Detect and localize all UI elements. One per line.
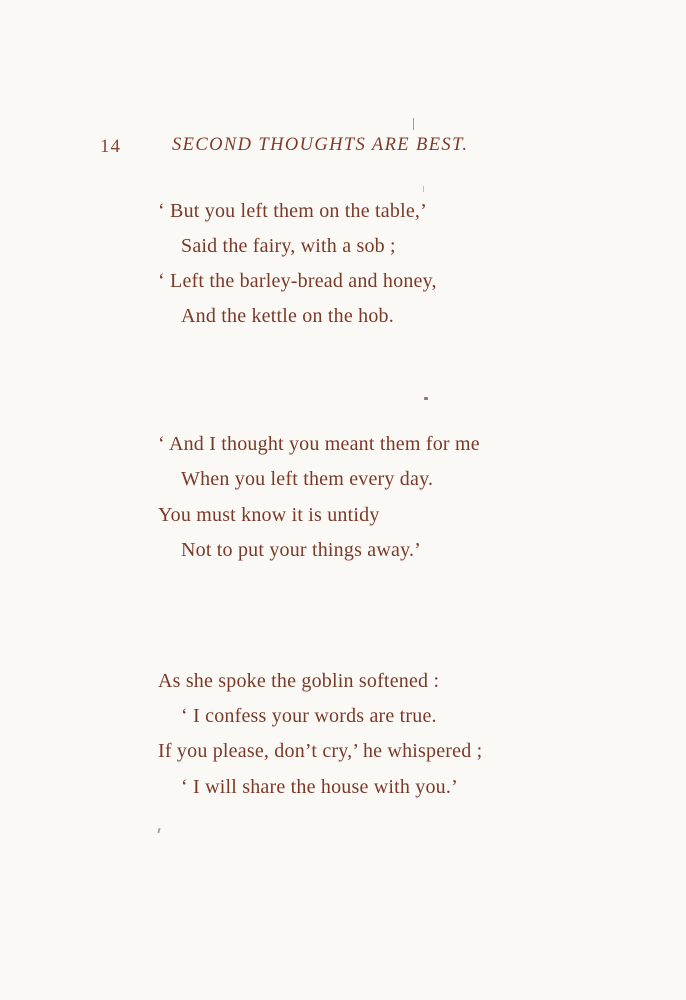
page-number: 14: [100, 136, 121, 157]
verse-line: ‘ Left the barley-bread and honey,: [158, 270, 437, 292]
verse-line: As she spoke the goblin softened :: [158, 670, 440, 692]
paper-speck: [424, 397, 428, 400]
verse-line: And the kettle on the hob.: [181, 305, 394, 327]
verse-line: Not to put your things away.’: [181, 539, 422, 561]
verse-line: ‘ And I thought you meant them for me: [158, 433, 480, 455]
verse-line: ‘ But you left them on the table,’: [158, 200, 427, 222]
paper-speck: [157, 828, 160, 833]
verse-line: When you left them every day.: [181, 468, 434, 490]
verse-line: ‘ I confess your words are true.: [181, 705, 437, 727]
verse-line: You must know it is untidy: [158, 504, 380, 526]
verse-line: ‘ I will share the house with you.’: [181, 776, 458, 798]
paper-speck: [423, 186, 424, 192]
running-title: SECOND THOUGHTS ARE BEST.: [172, 135, 469, 155]
verse-line: Said the fairy, with a sob ;: [181, 235, 396, 257]
paper-speck: [413, 118, 414, 130]
verse-line: If you please, don’t cry,’ he whispered ;: [158, 740, 483, 762]
